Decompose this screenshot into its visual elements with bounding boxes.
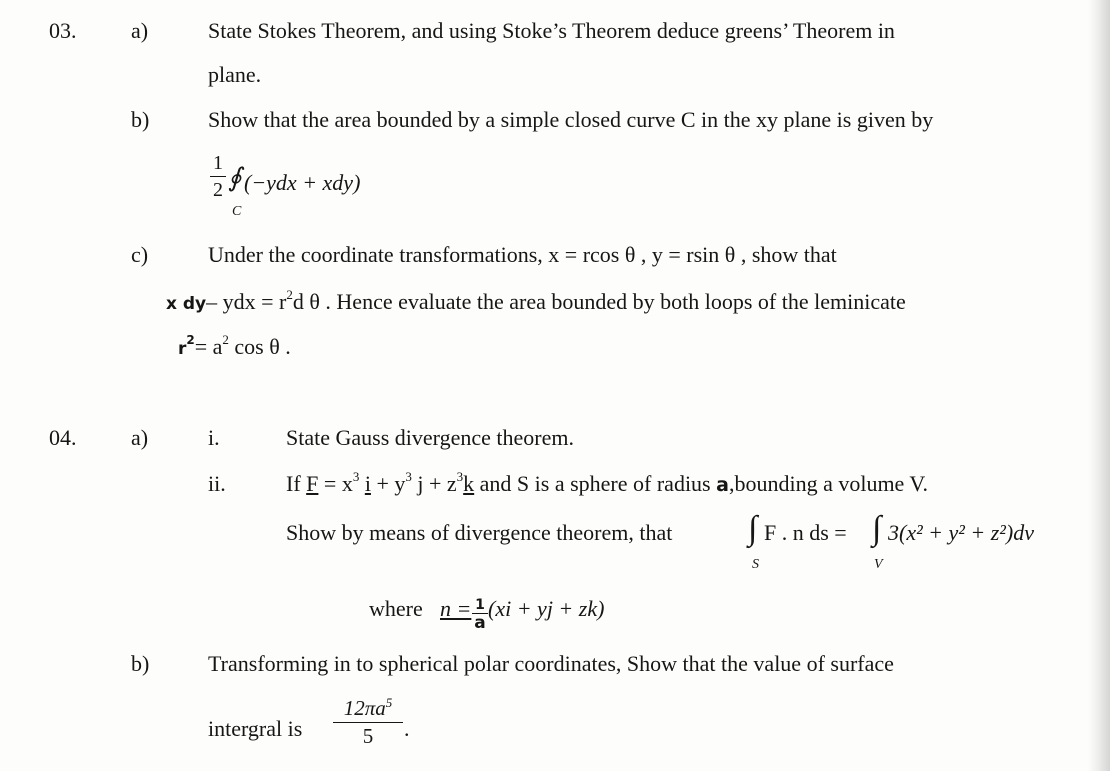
q04-a-item-ii-line1: If $F = x^3$ $i + y^3$ $j + z^3k$ and S is a sphere of radius a,bounding a volume V. <box>286 469 928 496</box>
q04-a-lhs: F . n ds = <box>764 520 847 545</box>
question-number-03: 03. <box>49 18 77 43</box>
q04-b-fraction: $12\pi a^5$ 5 <box>333 698 403 747</box>
handwritten-r: r <box>178 339 187 359</box>
handwritten-xdy: x dy <box>166 294 207 314</box>
q04-a-n-fraction: 1 a <box>472 598 488 632</box>
q04-part-b-label: b) <box>131 651 150 676</box>
q03-b-half-fraction: 1 2 <box>210 153 226 200</box>
q03-part-a-label: a) <box>131 18 149 43</box>
q04-a-where: where <box>369 596 423 621</box>
q04-a-n-lhs: n = <box>440 596 472 621</box>
q03-part-c-line1: Under the coordinate transformations, x = rcos θ , y = rsin θ , show that <box>208 242 837 267</box>
q04-b-period: . <box>404 716 410 741</box>
q03-b-contour-integral: ∮ <box>228 163 242 192</box>
handwritten-a: a <box>716 474 729 496</box>
q03-part-c-line2: x dy– ydx = $r^2d$ θ . Hence evaluate the area bounded by both loops of the leminicate <box>166 287 906 314</box>
q03-part-b-line1: Show that the area bounded by a simple closed curve C in the xy plane is given by <box>208 107 934 132</box>
q03-part-c-label: c) <box>131 242 149 267</box>
q04-part-b-line2: intergral is <box>208 716 303 741</box>
page-edge-shadow <box>1088 0 1110 771</box>
q04-a-n-rhs: (xi + yj + zk) <box>488 596 605 621</box>
q03-part-c-line3: $r^2= a^2$ cos θ . <box>178 332 291 359</box>
q04-part-a-label: a) <box>131 425 149 450</box>
q03-part-a-line2: plane. <box>208 62 262 87</box>
q04-a-rhs-integral-sign: ∫ <box>872 510 882 547</box>
q04-a-rhs-limit: V <box>874 557 883 572</box>
q04-a-item-i-label: i. <box>208 425 220 450</box>
q03-part-b-label: b) <box>131 107 150 132</box>
q03-part-a-line1: State Stokes Theorem, and using Stoke’s Theorem deduce greens’ Theorem in <box>208 18 895 43</box>
q04-a-lhs-limit: S <box>752 557 759 572</box>
q04-a-item-ii-label: ii. <box>208 471 226 496</box>
question-number-04: 04. <box>49 425 77 450</box>
q04-part-b-line1: Transforming in to spherical polar coordinates, Show that the value of surface <box>208 651 894 676</box>
q03-b-integral-limit: C <box>232 204 242 219</box>
q03-b-integrand: (−ydx + xdy) <box>244 170 361 195</box>
q04-a-lhs-integral-sign: ∫ <box>748 510 758 547</box>
q04-a-item-ii-show-line: Show by means of divergence theorem, that <box>286 520 673 545</box>
q04-a-item-i-text: State Gauss divergence theorem. <box>286 425 574 450</box>
q04-a-rhs: 3(x² + y² + z²)dv <box>888 520 1034 545</box>
